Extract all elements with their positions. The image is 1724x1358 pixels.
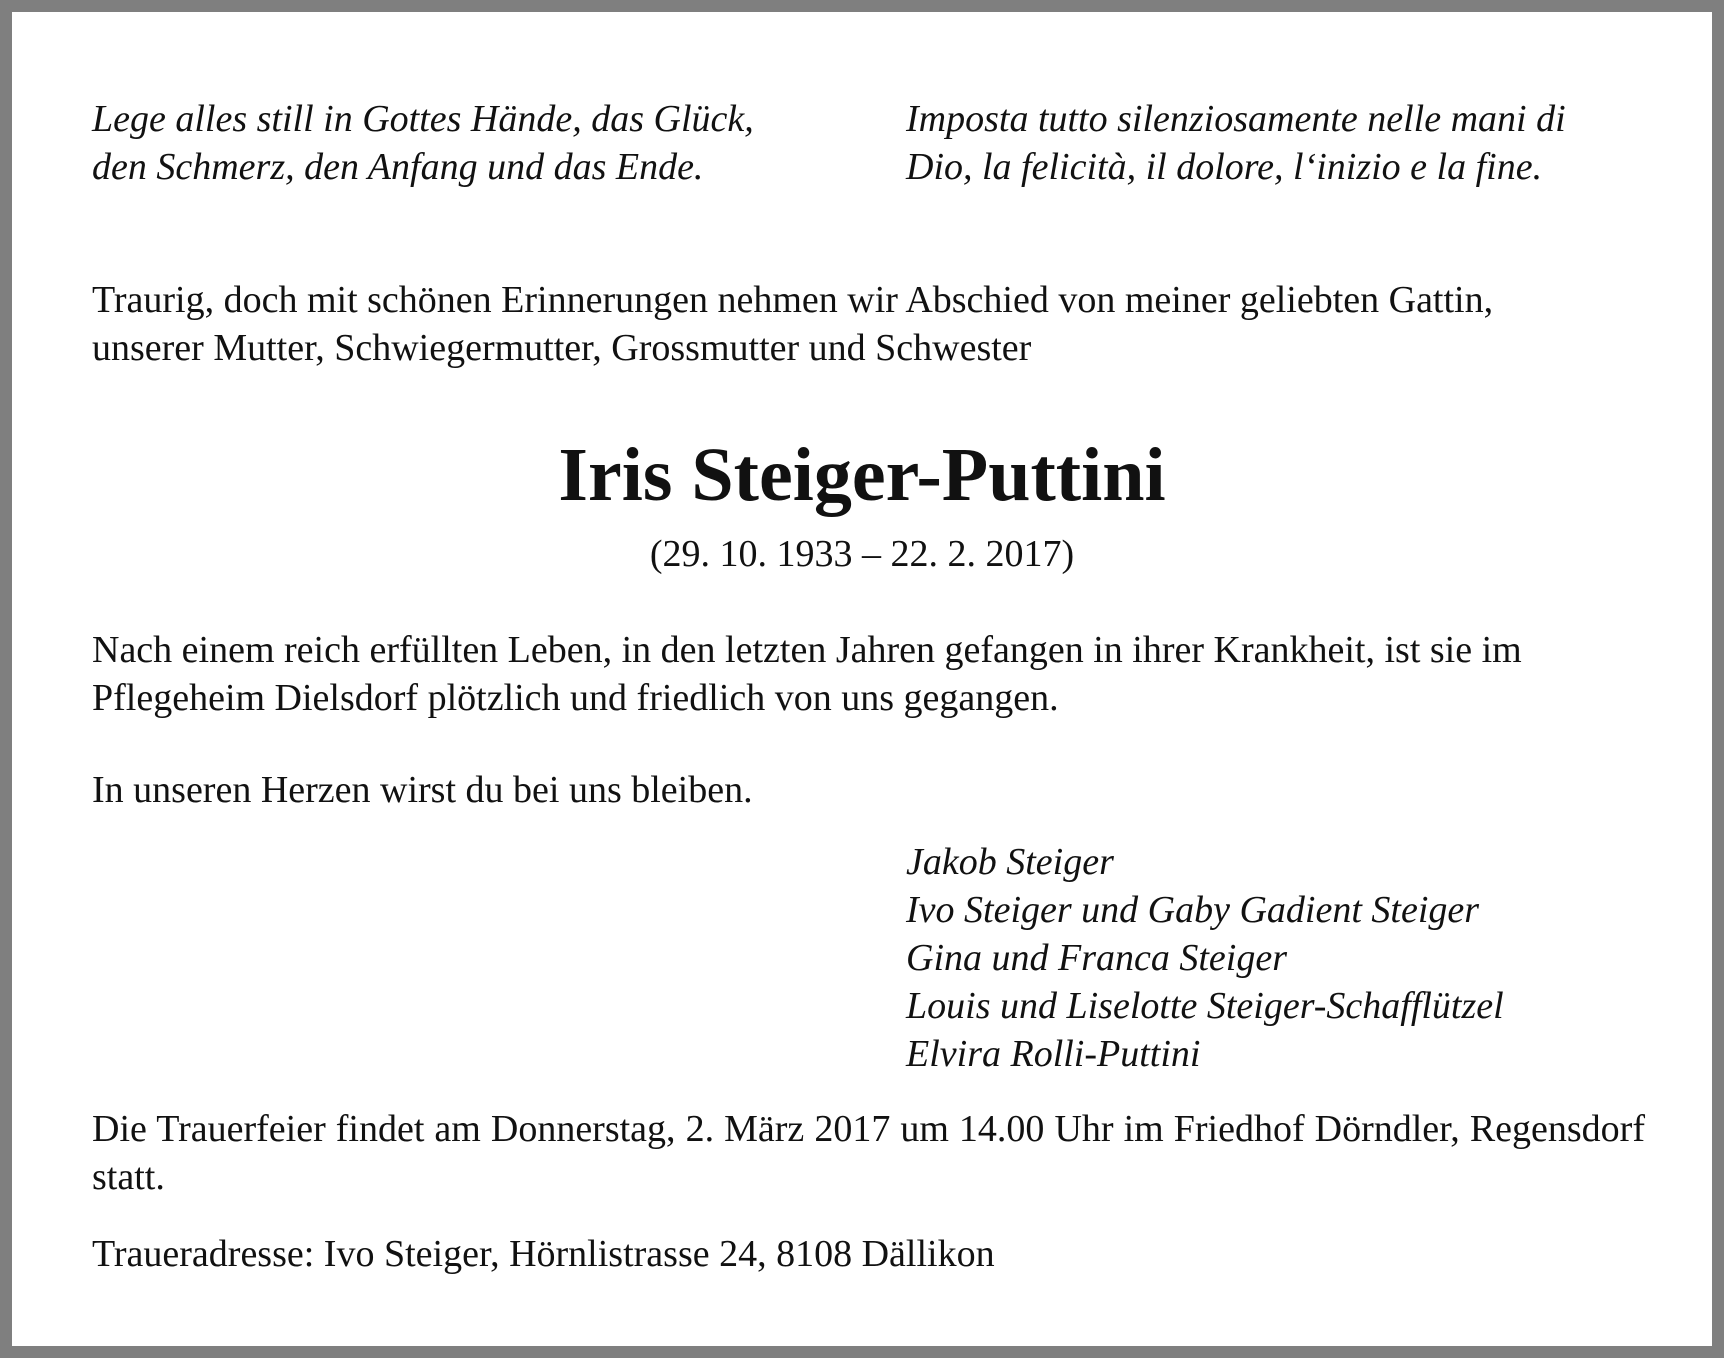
life-line: Pflegeheim Dielsdorf plötzlich und friedlich von uns gegangen. — [92, 677, 1059, 719]
life-line: Nach einem reich erfüllten Leben, in den letzten Jahren gefangen in ihrer Krankheit, ist sie im — [92, 629, 1522, 671]
mourner-name: Elvira Rolli-Puttini — [906, 1033, 1201, 1075]
obituary-page — [12, 12, 1712, 1346]
life-text — [92, 626, 1645, 722]
mourners-list — [906, 838, 1504, 1078]
verse-line: den Schmerz, den Anfang und das Ende. — [92, 146, 704, 188]
heart-text: In unseren Herzen wirst du bei uns bleiben. — [92, 769, 753, 811]
verse-german — [92, 95, 754, 191]
intro-line: unserer Mutter, Schwiegermutter, Grossmutter und Schwester — [92, 327, 1032, 369]
verse-line: Lege alles still in Gottes Hände, das Glück, — [92, 98, 754, 140]
verse-line: Dio, la felicità, il dolore, l‘inizio e la fine. — [906, 146, 1543, 188]
mourner-name: Jakob Steiger — [906, 841, 1114, 883]
funeral-info: Die Trauerfeier findet am Donnerstag, 2. März 2017 um 14.00 Uhr im Friedhof Dörndler, Regensdorf statt. — [92, 1108, 1645, 1198]
mourner-name: Ivo Steiger und Gaby Gadient Steiger — [906, 889, 1480, 931]
intro-text — [92, 276, 1645, 372]
mourning-address: Traueradresse: Ivo Steiger, Hörnlistrasse 24, 8108 Dällikon — [92, 1233, 995, 1275]
verse-italian — [906, 95, 1566, 191]
deceased-name: Iris Steiger-Puttini — [558, 433, 1166, 517]
mourner-name: Louis und Liselotte Steiger-Schafflützel — [906, 985, 1504, 1027]
mourner-name: Gina und Franca Steiger — [906, 937, 1288, 979]
life-dates: (29. 10. 1933 – 22. 2. 2017) — [649, 533, 1075, 575]
verse-line: Imposta tutto silenziosamente nelle mani di — [906, 98, 1566, 140]
intro-line: Traurig, doch mit schönen Erinnerungen nehmen wir Abschied von meiner geliebten Gattin, — [92, 279, 1494, 321]
